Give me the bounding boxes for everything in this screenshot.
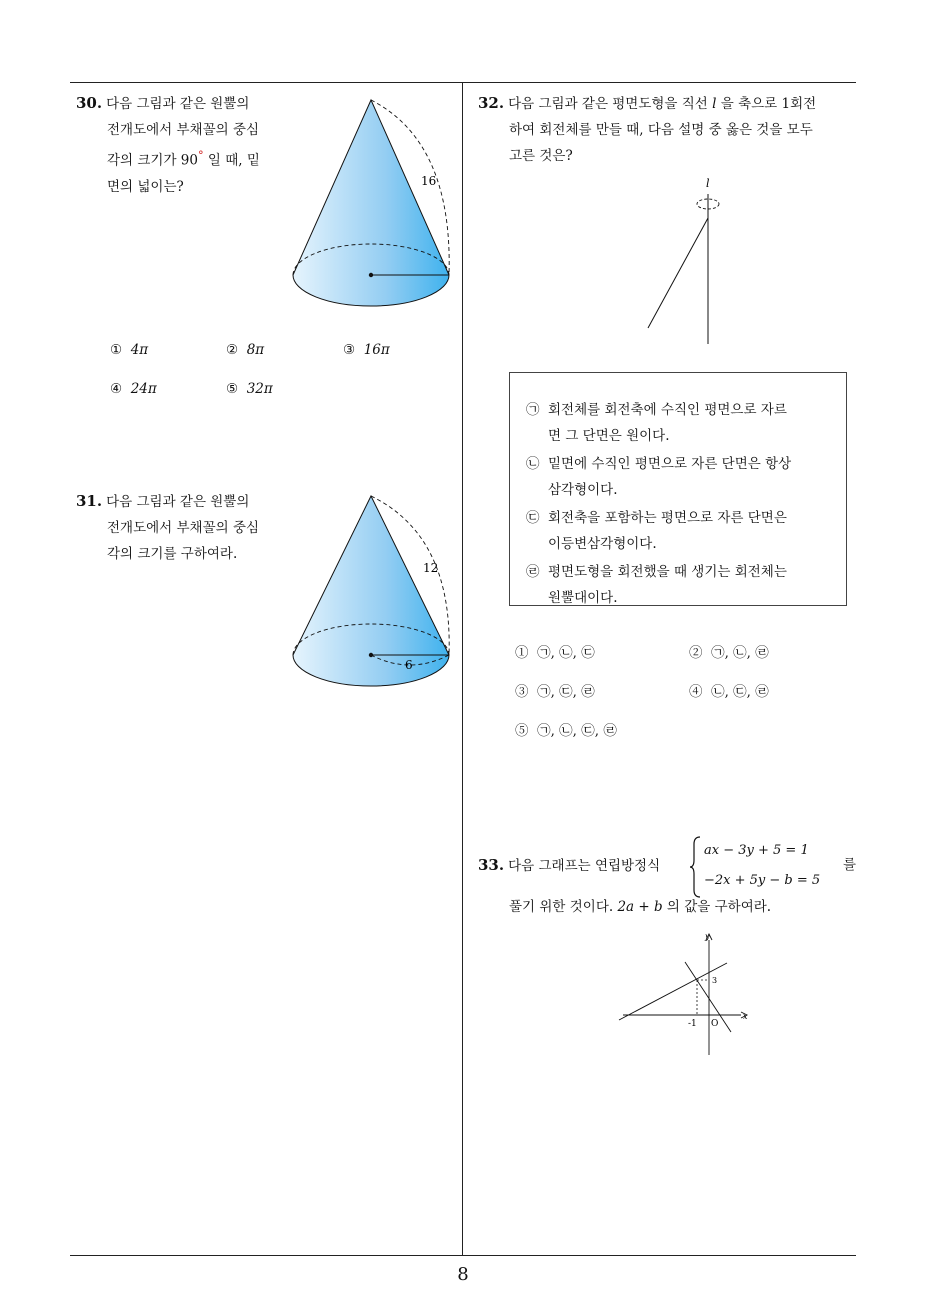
q32-choice-4[interactable]: ④ ㉡, ㉢, ㉣ xyxy=(689,684,769,700)
q30-choice-5[interactable]: ⑤ 32π xyxy=(226,381,273,397)
question-number: 31. xyxy=(76,492,103,510)
cone-body xyxy=(293,496,449,686)
linear-graph-33 xyxy=(615,930,755,1060)
statement-2: ㉡ 밑면에 수직인 평면으로 자른 단면은 항상 삼각형이다. xyxy=(526,456,792,498)
origin-label: O xyxy=(711,1019,719,1029)
statement-4: ㉣ 평면도형을 회전했을 때 생기는 회전체는 원뿔대이다. xyxy=(526,564,787,606)
question-33-line2: 풀기 위한 것이다. 2a + b 의 값을 구하여라. xyxy=(509,899,772,915)
equation-1: ax − 3y + 5 = 1 xyxy=(704,843,809,858)
slant-length-label: 16 xyxy=(421,174,437,188)
radius-length-label: 6 xyxy=(405,658,413,672)
q30-choice-1[interactable]: ① 4π xyxy=(110,342,149,358)
question-31-text: 31. 다음 그림과 같은 원뿔의 전개도에서 부채꼴의 중심 각의 크기를 구하여라. xyxy=(76,492,260,562)
page-number: 8 xyxy=(457,1264,469,1285)
statement-1: ㉠ 회전체를 회전축에 수직인 평면으로 자르 면 그 단면은 원이다. xyxy=(526,402,787,444)
question-33-line1: 33. 다음 그래프는 연립방정식 xyxy=(478,856,661,874)
rotation-figure-32 xyxy=(640,176,730,351)
question-number: 30. xyxy=(76,94,103,112)
cone-figure-31 xyxy=(285,490,460,695)
q32-choice-3[interactable]: ③ ㉠, ㉢, ㉣ xyxy=(515,684,595,700)
q30-choice-3[interactable]: ③ 16π xyxy=(343,342,390,358)
figure-slant-edge xyxy=(648,218,708,328)
bottom-rule xyxy=(70,1255,856,1256)
base-center-dot xyxy=(369,653,373,657)
q30-choice-2[interactable]: ② 8π xyxy=(226,342,265,358)
question-30-text: 30. 다음 그림과 같은 원뿔의 전개도에서 부채꼴의 중심 각의 크기가 90° 일 때, 밑 면의 넓이는? xyxy=(76,94,260,195)
axis-label: l xyxy=(706,177,710,190)
q32-choice-1[interactable]: ① ㉠, ㉡, ㉢ xyxy=(515,645,595,661)
equation-2: −2x + 5y − b = 5 xyxy=(704,873,821,888)
y-axis-label: y xyxy=(705,932,710,941)
x-tick-label: -1 xyxy=(688,1019,697,1029)
slant-length-label: 12 xyxy=(423,561,439,575)
graph-line-1 xyxy=(619,963,727,1020)
base-center-dot xyxy=(369,273,373,277)
question-32-text: 32. 다음 그림과 같은 평면도형을 직선 l 을 축으로 1회전 하여 회전체를 만들 때, 다음 설명 중 옳은 것을 모두 고른 것은? xyxy=(478,94,817,164)
q30-choice-4[interactable]: ④ 24π xyxy=(110,381,157,397)
top-rule xyxy=(70,82,856,83)
question-number: 33. xyxy=(478,856,505,874)
q32-choice-2[interactable]: ② ㉠, ㉡, ㉣ xyxy=(689,645,769,661)
y-tick-label: 3 xyxy=(712,976,718,985)
q32-choice-5[interactable]: ⑤ ㉠, ㉡, ㉢, ㉣ xyxy=(515,723,617,739)
question-number: 32. xyxy=(478,94,505,112)
statement-3: ㉢ 회전축을 포함하는 평면으로 자른 단면은 이등변삼각형이다. xyxy=(526,510,787,552)
statement-box xyxy=(509,372,847,606)
question-33-line1-end: 를 xyxy=(843,857,857,873)
cone-figure-30 xyxy=(285,92,460,312)
x-axis-label: x xyxy=(743,1012,748,1021)
column-divider xyxy=(462,82,463,1256)
equation-system-brace xyxy=(690,836,702,898)
